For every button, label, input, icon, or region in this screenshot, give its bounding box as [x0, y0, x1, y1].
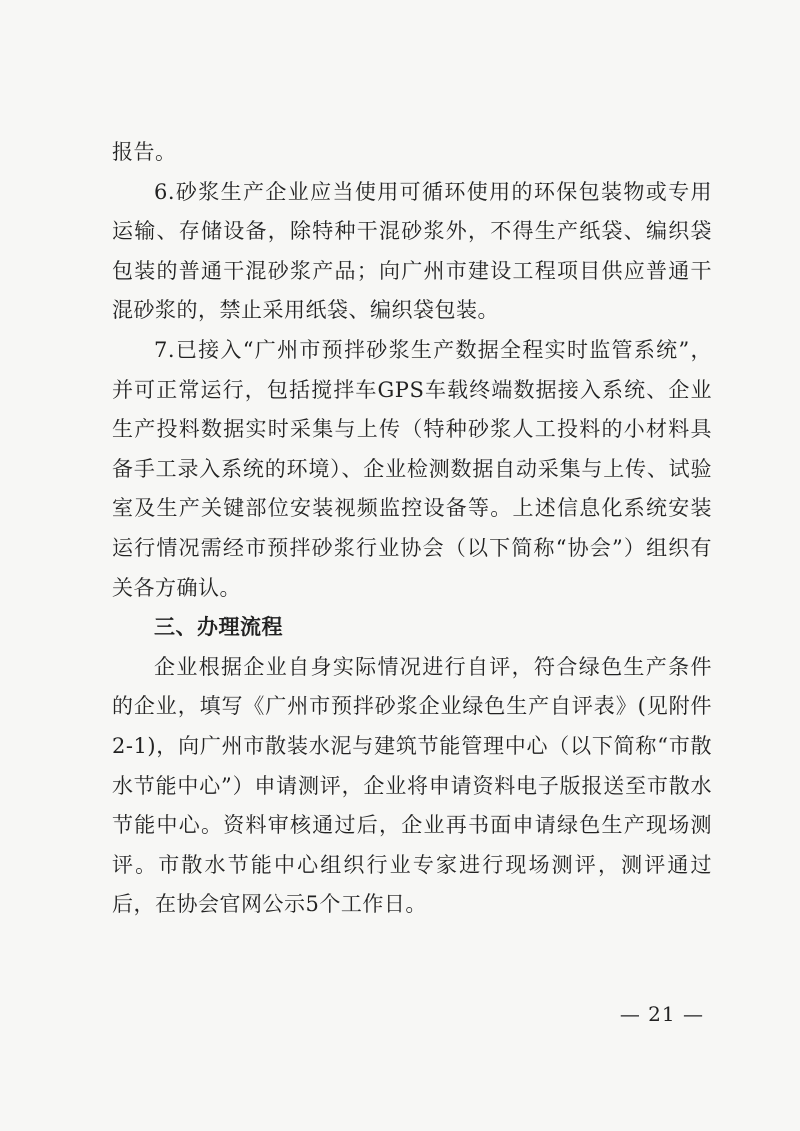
- document-body: [112, 133, 712, 925]
- section-heading: 三、办理流程: [154, 615, 283, 640]
- paragraph-process: 企业根据企业自身实际情况进行自评，符合绿色生产条件的企业，填写《广州市预拌砂浆企业绿色生产自评表》(见附件2-1)，向广州市散装水泥与建筑节能管理中心（以下简称“市散水节能中心”）申请测评，企业将申请资料电子版报送至市散水节能中心。资料审核通过后，企业再书面申请绿色生产现场测评。市散水节能中心组织行业专家进行现场测评，测评通过后，在协会官网公示5个工作日。: [112, 654, 712, 917]
- paragraph-item-6: 6.砂浆生产企业应当使用可循环使用的环保包装物或专用运输、存储设备，除特种干混砂浆外，不得生产纸袋、编织袋包装的普通干混砂浆产品；向广州市建设工程项目供应普通干混砂浆的，禁止采用纸袋、编织袋包装。: [112, 179, 712, 323]
- paragraph-continuation: 报告。: [112, 140, 177, 164]
- page-number: — 21 —: [619, 1002, 704, 1026]
- paragraph-item-7: 7.已接入“广州市预拌砂浆生产数据全程实时监管系统”，并可正常运行，包括搅拌车GPS车载终端数据接入系统、企业生产投料数据实时采集与上传（特种砂浆人工投料的小材料具备手工录入系统的环境）、企业检测数据自动采集与上传、试验室及生产关键部位安装视频监控设备等。上述信息化系统安装运行情况需经市预拌砂浆行业协会（以下简称“协会”）组织有关各方确认。: [112, 337, 712, 600]
